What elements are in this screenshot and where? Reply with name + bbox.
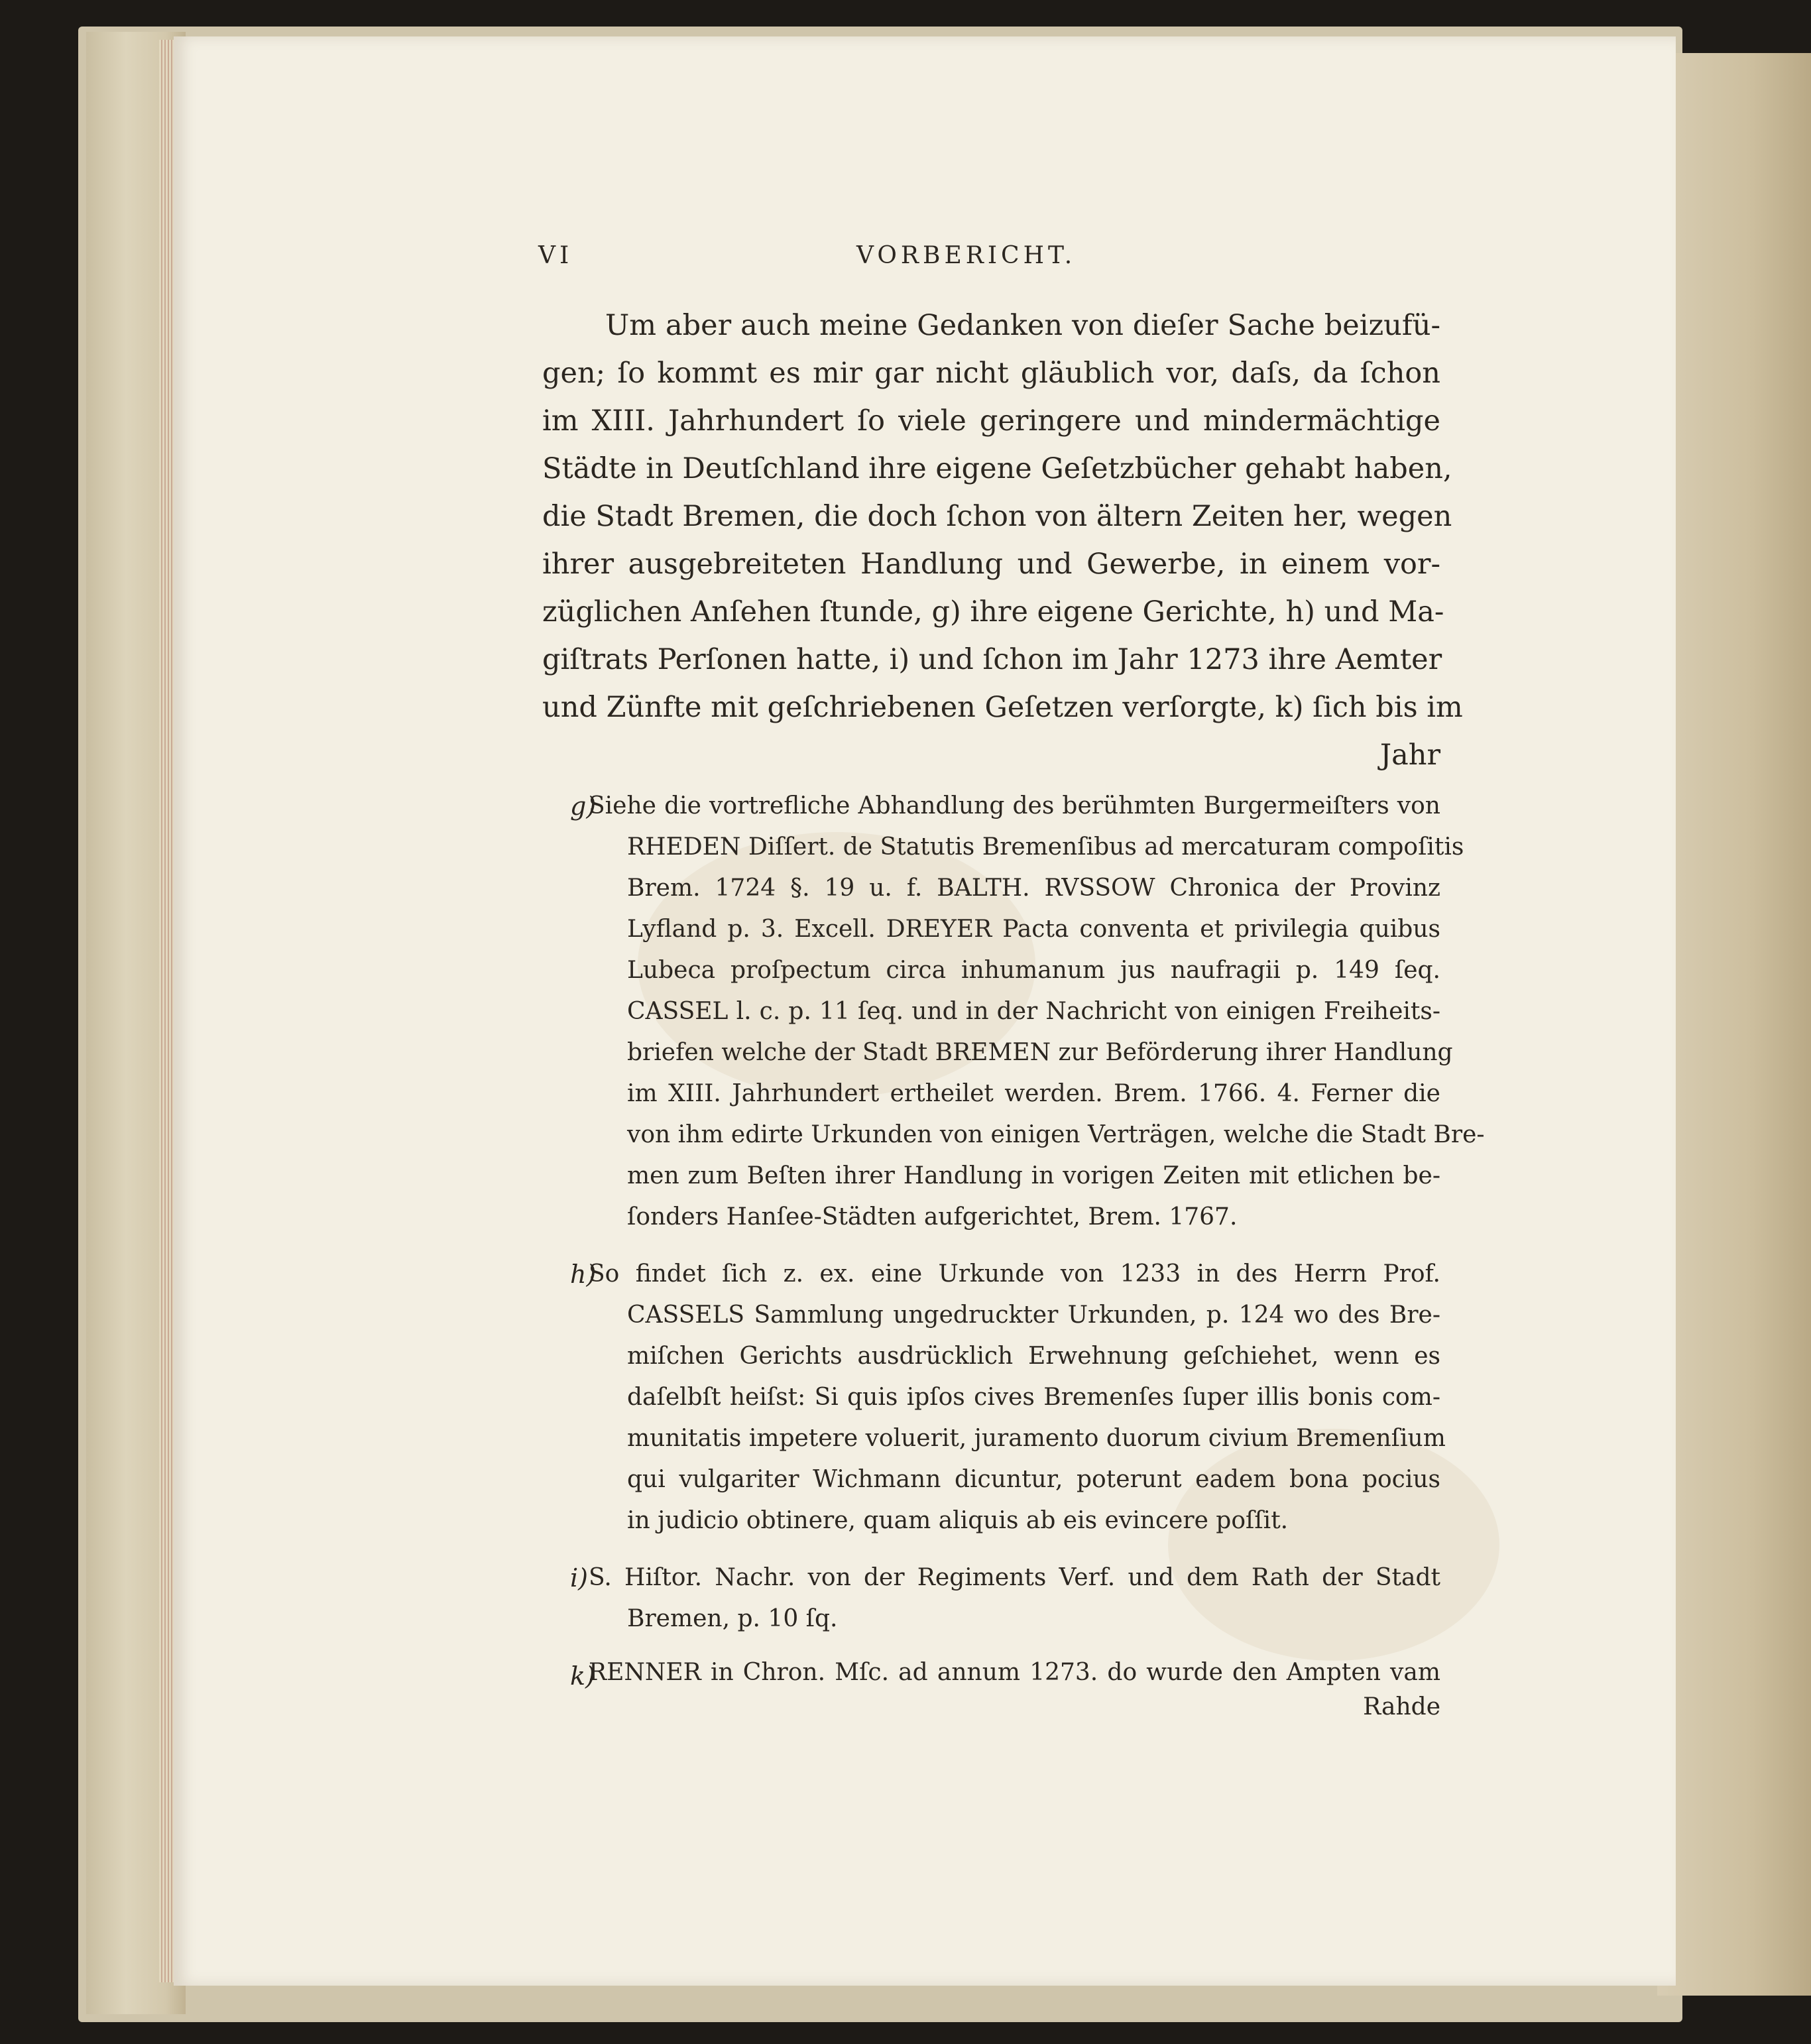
body-line: gen; ſo kommt es mir gar nicht gläublich vor, daſs, da ſchon: [542, 357, 1440, 390]
footnotes: [542, 786, 1485, 1724]
running-title: VORBERICHT.: [856, 242, 1077, 269]
footnote-mark: g): [570, 792, 597, 821]
footnote-line: munitatis impetere voluerit, juramento duorum civium Bremenſium: [627, 1425, 1446, 1452]
footnote-line: im XIII. Jahrhundert ertheilet werden. Brem. 1766. 4. Ferner die: [627, 1080, 1440, 1107]
footnote-catchword: Rahde: [1363, 1693, 1440, 1720]
catchword: Jahr: [1379, 739, 1440, 772]
body-line: Um aber auch meine Gedanken von dieſer Sache beizufü-: [605, 309, 1440, 342]
footnote-line: ſonders Hanſee-Städten aufgerichtet, Brem. 1767.: [627, 1203, 1238, 1231]
footnote-line: Lubeca proſpectum circa inhumanum jus naufragii p. 149 ſeq.: [627, 957, 1440, 984]
footnote-line: RENNER in Chron. Mſc. ad annum 1273. do wurde den Ampten vam: [589, 1659, 1440, 1686]
footnote-line: CASSEL l. c. p. 11 ſeq. und in der Nachricht von einigen Freiheits-: [627, 998, 1440, 1025]
page-number: VI: [538, 242, 573, 269]
footnote-line: RHEDEN Diſſert. de Statutis Bremenſibus ad mercaturam compoſitis: [627, 833, 1464, 861]
footnote-line: qui vulgariter Wichmann dicuntur, poterunt eadem bona pocius: [627, 1466, 1440, 1493]
footnote-line: von ihm edirte Urkunden von einigen Verträgen, welche die Stadt Bre-: [627, 1121, 1485, 1148]
footnote-line: in judicio obtinere, quam aliquis ab eis evincere poſſit.: [627, 1507, 1289, 1534]
footnote-line: men zum Beſten ihrer Handlung in vorigen Zeiten mit etlichen be-: [627, 1162, 1440, 1189]
page-block-edge: [159, 40, 174, 1982]
footnote-line: miſchen Gerichts ausdrücklich Erwehnung geſchiehet, wenn es: [627, 1343, 1440, 1370]
footnote-line: Lyfland p. 3. Excell. DREYER Pacta conventa et privilegia quibus: [627, 916, 1440, 943]
footnote-mark: h): [570, 1260, 597, 1289]
footnote-line: CASSELS Sammlung ungedruckter Urkunden, p. 124 wo des Bre-: [627, 1301, 1440, 1329]
text-block: [542, 302, 1485, 1740]
main-paragraph: [542, 302, 1463, 779]
footnote-line: So findet ſich z. ex. eine Urkunde von 1233 in des Herrn Prof.: [589, 1260, 1440, 1288]
body-line: giſtrats Perſonen hatte, i) und ſchon im Jahr 1273 ihre Aemter: [542, 643, 1442, 676]
body-line: ihrer ausgebreiteten Handlung und Gewerbe, in einem vor-: [542, 548, 1440, 581]
footnote-line: Brem. 1724 §. 19 u. f. BALTH. RVSSOW Chronica der Provinz: [627, 874, 1440, 902]
footnote-line: daſelbſt heiſst: Si quis ipſos cives Bremenſes ſuper illis bonis com-: [627, 1384, 1440, 1411]
facing-page-edge: [1657, 53, 1811, 1996]
footnote-h: [542, 1254, 1446, 1541]
body-line: im XIII. Jahrhundert ſo viele geringere und mindermächtige: [542, 404, 1440, 438]
footnote-k: [542, 1655, 1440, 1724]
body-line: die Stadt Bremen, die doch ſchon von ältern Zeiten her, wegen: [542, 500, 1452, 533]
footnote-i: [542, 1557, 1440, 1640]
footnote-g: [542, 786, 1485, 1238]
body-line: Städte in Deutſchland ihre eigene Geſetzbücher gehabt haben,: [542, 452, 1452, 485]
footnote-mark: i): [570, 1563, 588, 1593]
running-head: [538, 242, 1446, 275]
footnote-line: S. Hiſtor. Nachr. von der Regiments Verf. und dem Rath der Stadt: [589, 1564, 1440, 1591]
footnote-mark: k): [570, 1661, 595, 1691]
footnote-line: Siehe die vortrefliche Abhandlung des berühmten Burgermeiſters von: [589, 792, 1440, 819]
body-line: und Zünfte mit geſchriebenen Geſetzen verſorgte, k) ſich bis im: [542, 691, 1463, 724]
body-line: züglichen Anſehen ſtunde, g) ihre eigene Gerichte, h) und Ma-: [542, 595, 1444, 629]
footnote-line: briefen welche der Stadt BREMEN zur Beförderung ihrer Handlung: [627, 1039, 1453, 1066]
footnote-line: Bremen, p. 10 ſq.: [627, 1605, 838, 1632]
